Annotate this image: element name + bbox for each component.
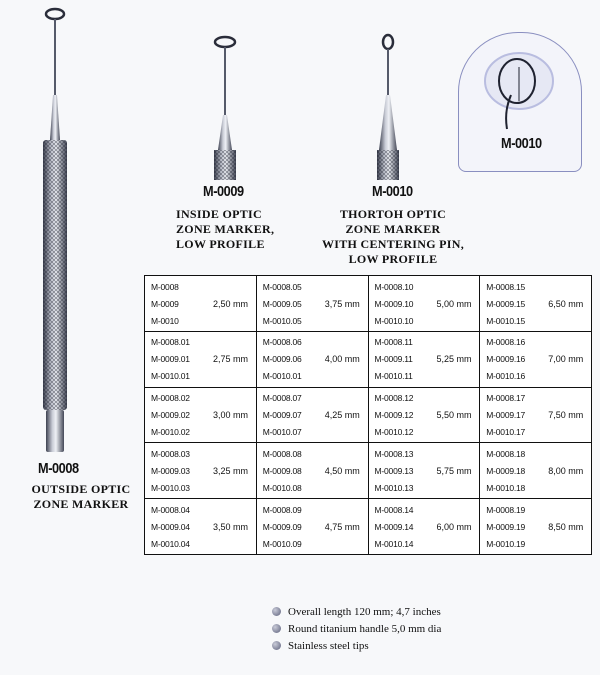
spec-cell-line	[375, 462, 476, 479]
tip-size: 8,50 mm	[548, 521, 584, 532]
spec-cell-line	[151, 501, 252, 518]
spec-cell-line	[263, 278, 364, 295]
product-code: M-0008.09	[262, 504, 302, 515]
tip-size: 5,25 mm	[436, 354, 472, 365]
spec-cell-line	[375, 501, 476, 518]
product-code: M-0008.15	[486, 281, 526, 292]
m0009-instrument-image	[205, 30, 245, 180]
spec-cell-line	[486, 424, 587, 441]
product-code: M-0009.08	[262, 465, 302, 476]
spec-cell-line	[486, 462, 587, 479]
tip-size: 3,00 mm	[213, 410, 249, 421]
m0010-instrument-image	[368, 30, 408, 180]
feature-item: Stainless steel tips	[272, 637, 441, 654]
product-code: M-0010.19	[486, 538, 526, 549]
product-code: M-0010.14	[374, 538, 414, 549]
tip-size: 4,75 mm	[324, 521, 360, 532]
product-code: M-0009.16	[486, 354, 526, 365]
spec-cell-line	[151, 334, 252, 351]
tip-size: 3,75 mm	[324, 298, 360, 309]
spec-cell-line	[151, 518, 252, 535]
product-code: M-0010.13	[374, 482, 414, 493]
product-code: M-0010.17	[486, 427, 526, 438]
spec-cell-line	[486, 351, 587, 368]
spec-cell-line	[375, 390, 476, 407]
spec-cell	[368, 443, 480, 499]
spec-cell-line	[263, 334, 364, 351]
spec-cell-line	[486, 390, 587, 407]
spec-cell-line	[486, 368, 587, 385]
tip-size: 7,50 mm	[548, 410, 584, 421]
spec-cell	[480, 443, 592, 499]
product-code: M-0009.13	[374, 465, 414, 476]
spec-cell-line	[375, 295, 476, 312]
product-desc-m0008: OUTSIDE OPTIC ZONE MARKER	[31, 482, 131, 511]
product-code: M-0009.04	[151, 521, 190, 532]
product-code: M-0008.12	[374, 393, 414, 404]
product-code: M-0010.09	[262, 538, 302, 549]
product-desc-m0010: THORTOH OPTIC ZONE MARKER WITH CENTERING PIN, LOW PROFILE	[321, 207, 465, 266]
product-code: M-0008.14	[374, 504, 414, 515]
spec-cell	[256, 443, 368, 499]
product-code: M-0008.19	[486, 504, 526, 515]
tip-size: 3,25 mm	[213, 465, 249, 476]
product-code: M-0009.09	[262, 521, 302, 532]
product-code: M-0008.05	[262, 281, 302, 292]
spec-cell	[480, 387, 592, 443]
product-code: M-0010.18	[486, 482, 526, 493]
spec-cell-line	[263, 390, 364, 407]
product-code: M-0009.15	[486, 298, 526, 309]
product-code: M-0010.01	[151, 371, 190, 382]
tip-size: 2,75 mm	[213, 354, 249, 365]
tip-size: 6,50 mm	[548, 298, 584, 309]
spec-cell-line	[263, 518, 364, 535]
product-code: M-0009.11	[374, 354, 413, 365]
tip-size: 5,75 mm	[436, 465, 472, 476]
m0010-detail-inset	[458, 32, 582, 172]
product-code: M-0010.16	[486, 371, 526, 382]
spec-cell	[368, 276, 480, 332]
spec-cell-line	[486, 407, 587, 424]
tip-size: 5,00 mm	[436, 298, 472, 309]
product-code: M-0009.17	[486, 410, 526, 421]
spec-cell-line	[486, 445, 587, 462]
product-code: M-0008.02	[151, 393, 190, 404]
product-code: M-0009.06	[262, 354, 302, 365]
spec-cell-line	[151, 278, 252, 295]
tip-size: 6,00 mm	[436, 521, 472, 532]
product-code: M-0010.10	[374, 315, 414, 326]
spec-cell-line	[263, 368, 364, 385]
product-code: M-0008.10	[374, 281, 414, 292]
tip-size: 4,25 mm	[324, 410, 360, 421]
product-code: M-0010	[151, 315, 179, 326]
spec-cell-line	[151, 407, 252, 424]
product-code: M-0009.05	[262, 298, 302, 309]
product-code: M-0008	[151, 281, 179, 292]
tip-size: 7,00 mm	[548, 354, 584, 365]
tip-size: 4,00 mm	[324, 354, 360, 365]
spec-cell	[145, 387, 257, 443]
bullet-icon	[272, 624, 281, 633]
spec-cell-line	[151, 479, 252, 496]
spec-row	[145, 499, 592, 555]
spec-cell-line	[486, 334, 587, 351]
spec-cell	[480, 331, 592, 387]
spec-cell	[368, 331, 480, 387]
size-spec-table	[144, 275, 592, 555]
product-code-m0009: M-0009	[203, 183, 244, 200]
spec-cell	[368, 387, 480, 443]
spec-row	[145, 331, 592, 387]
product-code: M-0009.14	[374, 521, 414, 532]
spec-cell	[480, 276, 592, 332]
spec-cell-line	[151, 390, 252, 407]
feature-item: Overall length 120 mm; 4,7 inches	[272, 603, 441, 620]
spec-cell-line	[263, 312, 364, 329]
tip-size: 2,50 mm	[213, 298, 249, 309]
spec-cell-line	[375, 278, 476, 295]
spec-cell	[256, 276, 368, 332]
spec-cell-line	[263, 462, 364, 479]
spec-cell-line	[486, 518, 587, 535]
spec-cell-line	[263, 424, 364, 441]
spec-cell-line	[151, 535, 252, 552]
spec-cell-line	[375, 479, 476, 496]
spec-row	[145, 276, 592, 332]
product-code: M-0008.08	[262, 448, 302, 459]
spec-cell	[368, 499, 480, 555]
product-code: M-0008.17	[486, 393, 526, 404]
spec-cell-line	[151, 312, 252, 329]
spec-cell-line	[263, 479, 364, 496]
product-code: M-0008.07	[262, 393, 302, 404]
bullet-icon	[272, 607, 281, 616]
spec-cell-line	[375, 407, 476, 424]
product-code: M-0009.10	[374, 298, 414, 309]
product-code: M-0010.04	[151, 538, 190, 549]
product-code: M-0008.11	[374, 337, 413, 348]
spec-cell	[145, 276, 257, 332]
spec-cell-line	[486, 312, 587, 329]
product-code: M-0009.19	[486, 521, 526, 532]
spec-cell-line	[263, 351, 364, 368]
product-code: M-0008.13	[374, 448, 414, 459]
product-code: M-0009.02	[151, 410, 190, 421]
spec-row	[145, 387, 592, 443]
product-code: M-0010.11	[374, 371, 413, 382]
product-code: M-0010.07	[262, 427, 302, 438]
spec-cell-line	[263, 445, 364, 462]
product-code-m0008: M-0008	[38, 460, 79, 477]
spec-cell	[145, 499, 257, 555]
spec-cell	[145, 331, 257, 387]
product-code: M-0010.08	[262, 482, 302, 493]
spec-cell-line	[263, 295, 364, 312]
spec-cell-line	[151, 424, 252, 441]
product-code: M-0009.03	[151, 465, 190, 476]
product-code: M-0009.12	[374, 410, 414, 421]
marker-tip-detail-image	[459, 33, 581, 133]
spec-cell-line	[486, 295, 587, 312]
features-list	[272, 603, 441, 654]
spec-cell-line	[151, 462, 252, 479]
product-code: M-0010.02	[151, 427, 190, 438]
spec-cell-line	[263, 535, 364, 552]
spec-cell-line	[263, 407, 364, 424]
product-code: M-0008.03	[151, 448, 190, 459]
spec-cell-line	[151, 351, 252, 368]
spec-cell	[256, 331, 368, 387]
spec-cell	[145, 443, 257, 499]
spec-cell	[256, 499, 368, 555]
tip-size: 4,50 mm	[324, 465, 360, 476]
spec-cell-line	[151, 368, 252, 385]
tip-size: 5,50 mm	[436, 410, 472, 421]
bullet-icon	[272, 641, 281, 650]
product-code: M-0008.16	[486, 337, 526, 348]
product-code: M-0009.18	[486, 465, 526, 476]
inset-product-code: M-0010	[501, 135, 542, 152]
tip-size: 8,00 mm	[548, 465, 584, 476]
spec-cell-line	[375, 424, 476, 441]
spec-cell-line	[486, 278, 587, 295]
product-code: M-0009	[151, 298, 179, 309]
product-code: M-0008.04	[151, 504, 190, 515]
product-code: M-0009.01	[151, 354, 190, 365]
product-code: M-0010.05	[262, 315, 302, 326]
spec-cell	[480, 499, 592, 555]
spec-cell-line	[263, 501, 364, 518]
product-code: M-0010.01	[262, 371, 302, 382]
product-code: M-0008.18	[486, 448, 526, 459]
m0008-instrument-image	[30, 0, 80, 460]
spec-cell-line	[375, 334, 476, 351]
spec-cell-line	[486, 535, 587, 552]
product-code: M-0010.03	[151, 482, 190, 493]
product-code: M-0010.12	[374, 427, 414, 438]
spec-cell-line	[486, 501, 587, 518]
product-desc-m0009: INSIDE OPTIC ZONE MARKER, LOW PROFILE	[176, 207, 275, 251]
product-code: M-0009.07	[262, 410, 302, 421]
product-code-m0010: M-0010	[372, 183, 413, 200]
spec-cell-line	[375, 368, 476, 385]
feature-item: Round titanium handle 5,0 mm dia	[272, 620, 441, 637]
spec-row	[145, 443, 592, 499]
product-code: M-0008.06	[262, 337, 302, 348]
spec-cell-line	[151, 295, 252, 312]
tip-size: 3,50 mm	[213, 521, 249, 532]
spec-cell-line	[375, 518, 476, 535]
spec-cell-line	[375, 312, 476, 329]
spec-cell-line	[375, 445, 476, 462]
spec-cell-line	[151, 445, 252, 462]
product-code: M-0010.15	[486, 315, 526, 326]
spec-cell	[256, 387, 368, 443]
product-code: M-0008.01	[151, 337, 190, 348]
spec-cell-line	[375, 535, 476, 552]
spec-cell-line	[375, 351, 476, 368]
spec-cell-line	[486, 479, 587, 496]
